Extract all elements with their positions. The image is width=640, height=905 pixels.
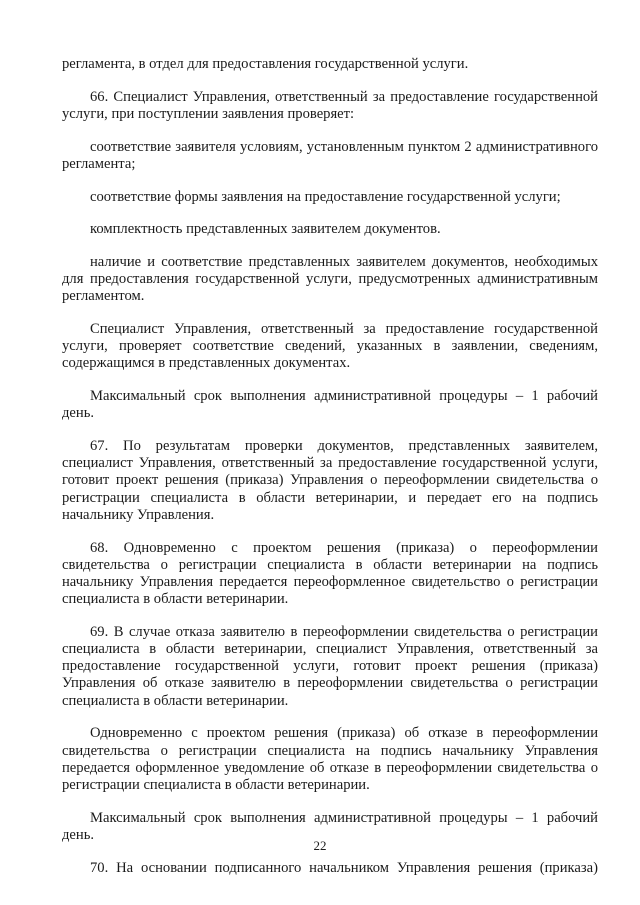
paragraph-check-documents: наличие и соответствие представленных заявителем документов, необходимых для предоставления государственной услуги, предусмотренных административным регламентом.: [62, 253, 598, 305]
paragraph-check-completeness: комплектность представленных заявителем документов.: [90, 221, 441, 238]
paragraph-max-term-1: Максимальный срок выполнения административной процедуры – 1 рабочий день.: [62, 388, 598, 422]
paragraph-max-term-2: Максимальный срок выполнения административной процедуры – 1 рабочий день.: [62, 809, 598, 843]
paragraph-70: 70. На основании подписанного начальником Управления решения (приказа): [90, 859, 598, 876]
paragraph-68: 68. Одновременно с проектом решения (приказа) о переоформлении свидетельства о регистрации специалиста в области ветеринарии на подпись начальнику Управления передается переоформленное свидетельство о регистрации специалиста в области ветеринарии.: [62, 539, 598, 608]
paragraph-check-form: соответствие формы заявления на предоставление государственной услуги;: [90, 188, 561, 205]
paragraph-69: 69. В случае отказа заявителю в переоформлении свидетельства о регистрации специалиста в области ветеринарии, специалист Управления, ответственный за предоставление государственной услуги, готовит проект решения (приказа) Управления об отказе заявителю в переоформлении свидетельства о регистрации специалиста в области ветеринарии.: [62, 623, 598, 709]
paragraph-continuation: регламента, в отдел для предоставления государственной услуги.: [62, 56, 469, 72]
paragraph-refusal-notice: Одновременно с проектом решения (приказа) об отказе в переоформлении свидетельства о регистрации специалиста на подпись начальнику Управления передается оформленное уведомление об отказе в переоформлении свидетельства о регистрации специалиста в области ветеринарии.: [62, 725, 598, 793]
paragraph-66: 66. Специалист Управления, ответственный за предоставление государственной услуги, при поступлении заявления проверяет:: [62, 88, 598, 122]
paragraph-check-conditions: соответствие заявителя условиям, установленным пунктом 2 административного регламента;: [62, 138, 598, 172]
document-page: [62, 56, 598, 892]
page-number: 22: [313, 838, 327, 853]
paragraph-specialist-verifies: Специалист Управления, ответственный за предоставление государственной услуги, проверяет соответствие сведений, указанных в заявлении, сведениям, содержащимся в представленных документах.: [62, 321, 598, 372]
paragraph-67: 67. По результатам проверки документов, представленных заявителем, специалист Управления, ответственный за предоставление государственной услуги, готовит проект решения (приказа) Управления о переоформлении свидетельства о регистрации специалиста в области ветеринарии, и передает его на подпись начальнику Управления.: [62, 438, 598, 523]
